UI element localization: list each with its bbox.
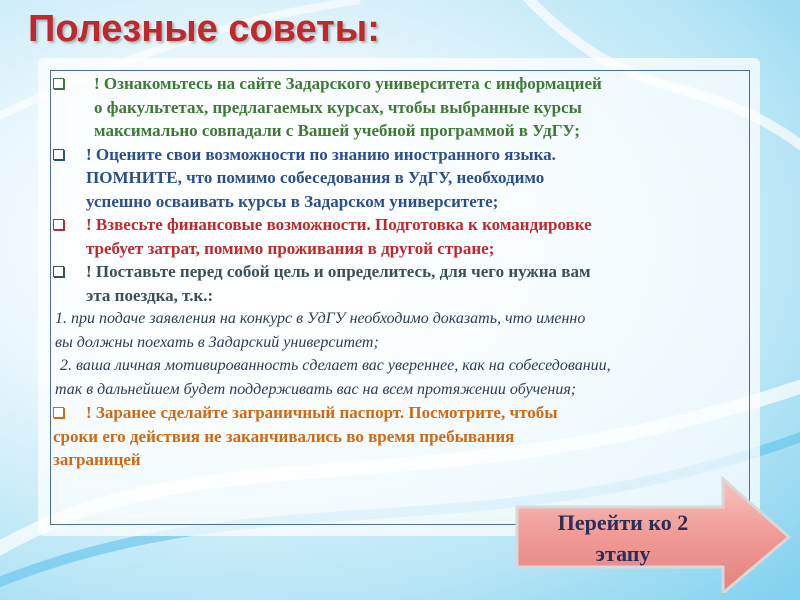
tip-2-line-2: ПОМНИТЕ, что помимо собеседования в УдГУ, необходимо	[86, 168, 545, 187]
tip-4-line-1: ! Поставьте перед собой цель и определитесь, для чего нужна вам	[86, 262, 591, 281]
tip-5-line-2: сроки его действия не заканчивались во время пребывания	[53, 426, 515, 446]
tip-item-2	[50, 143, 752, 214]
tips-list	[50, 72, 752, 472]
checkbox-bullet-icon	[50, 143, 86, 166]
tip-item-4	[50, 260, 752, 307]
next-stage-button[interactable]	[513, 475, 793, 593]
note-1-line-2: вы должны поехать в Задарский университет;	[55, 333, 379, 351]
note-2-line-1: 2. ваша личная мотивированность сделает вас увереннее, как на собеседовании,	[60, 357, 611, 374]
tip-2-line-1: ! Оцените свои возможности по знанию иностранного языка.	[86, 144, 556, 164]
checkbox-bullet-icon	[50, 213, 86, 236]
tip-2-line-3: успешно осваивать курсы в Задарском университете;	[86, 191, 499, 211]
note-2-line-2: так в дальнейшем будет поддерживать вас на всем протяжении обучения;	[55, 380, 577, 398]
tip-3-line-1: ! Взвесьте финансовые возможности. Подготовка к командировке	[86, 215, 592, 234]
page-title: Полезные советы:	[28, 8, 380, 50]
checkbox-bullet-icon	[50, 401, 86, 424]
tip-3-line-2: требует затрат, помимо проживания в другой стране;	[86, 238, 495, 258]
checkbox-bullet-icon	[50, 260, 86, 283]
tip-5-line-1: ! Заранее сделайте заграничный паспорт. Посмотрите, чтобы	[86, 403, 558, 422]
tip-item-3	[50, 213, 752, 260]
tip-5-line-3: заграницей	[53, 450, 141, 469]
tip-1-line-3: максимально совпадали с Вашей учебной программой в УдГУ;	[94, 121, 580, 140]
next-stage-label-line-1: Перейти ко 2	[557, 510, 689, 535]
tip-1-line-1: ! Ознакомьтесь на сайте Задарского университета с информацией	[94, 74, 602, 93]
tip-1-line-2: о факультетах, предлагаемых курсах, чтобы выбранные курсы	[94, 97, 582, 117]
next-stage-label-line-2: этапу	[595, 541, 651, 566]
checkbox-bullet-icon	[50, 72, 86, 95]
tip-item-5	[50, 401, 752, 425]
note-1-line-1: 1. при подаче заявления на конкурс в УдГУ необходимо доказать, что именно	[55, 310, 586, 327]
tip-item-1	[50, 72, 752, 143]
tip-4-line-2: эта поездка, т.к.:	[86, 285, 214, 305]
